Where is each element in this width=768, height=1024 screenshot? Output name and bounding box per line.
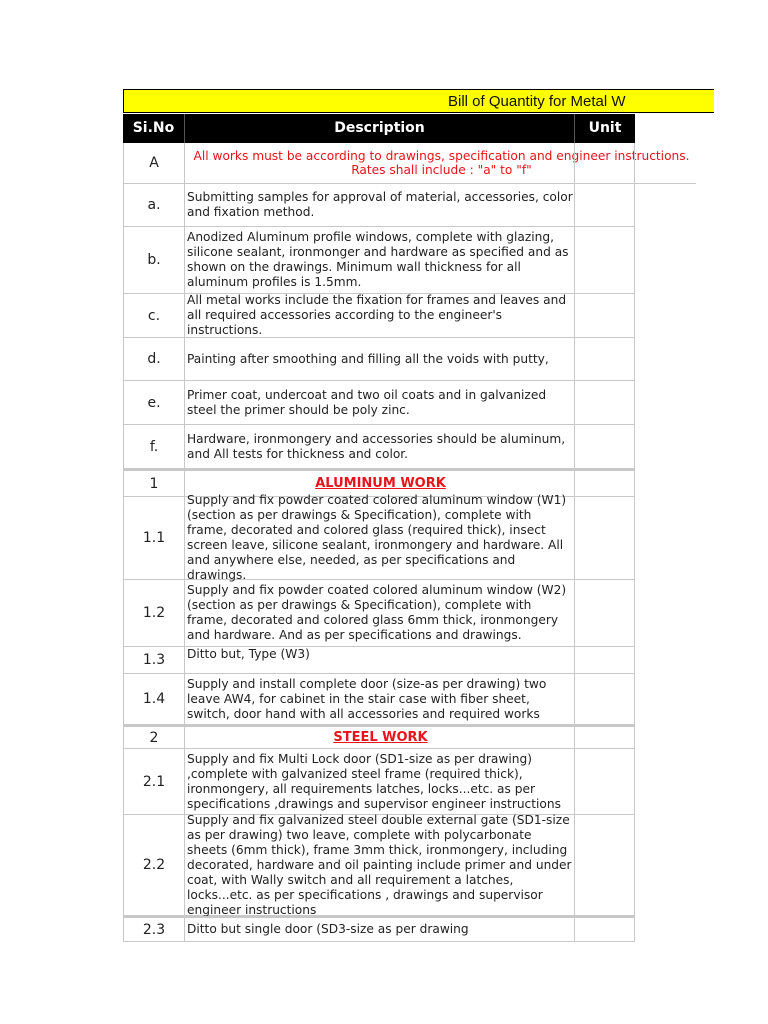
table-row xyxy=(123,647,635,674)
row-number: A xyxy=(123,143,184,184)
table-row xyxy=(123,580,635,647)
row-number: b. xyxy=(123,227,184,294)
row-number: 2.1 xyxy=(123,749,184,815)
row-number: 2.3 xyxy=(123,918,184,942)
row-unit xyxy=(574,647,635,674)
row-description: Ditto but, Type (W3) xyxy=(184,647,574,674)
row-unit xyxy=(574,580,635,647)
table-row xyxy=(123,493,635,582)
table-row xyxy=(123,143,690,184)
table-row xyxy=(123,425,635,469)
row-unit xyxy=(574,471,635,497)
row-number: 1 xyxy=(123,471,184,497)
row-description: Supply and fix powder coated colored aluminum window (W2) (section as per drawings & Specification), complete with frame, decorated and colored glass 6mm thick, ironmongery and hardware. And as per specifications and drawings. xyxy=(184,580,574,647)
row-unit xyxy=(574,184,635,227)
row-unit xyxy=(574,338,635,381)
row-unit xyxy=(574,918,635,942)
section-heading: ALUMINUM WORK xyxy=(184,471,574,497)
row-description: Anodized Aluminum profile windows, complete with glazing, silicone sealant, ironmonger and hardware as specified and as shown on the drawings. Minimum wall thickness for all aluminum profiles is 1.5mm. xyxy=(184,227,574,294)
row-number: 1.4 xyxy=(123,674,184,725)
row-unit xyxy=(574,227,635,294)
row-number: 1.2 xyxy=(123,580,184,647)
row-number: a. xyxy=(123,184,184,227)
table-row xyxy=(123,184,635,227)
title-banner xyxy=(123,89,714,113)
row-number: 1.3 xyxy=(123,647,184,674)
table-row xyxy=(123,916,635,942)
row-number: f. xyxy=(123,425,184,469)
row-description: Supply and install complete door (size-as per drawing) two leave AW4, for cabinet in the stair case with fiber sheet, switch, door hand with all accessories and required works xyxy=(184,674,574,725)
row-unit xyxy=(574,294,635,338)
row-unit xyxy=(574,727,635,749)
row-description: Supply and fix powder coated colored aluminum window (W1) (section as per drawings & Specification), complete with frame, decorated and colored glass (required thick), insect screen leave, silicone sealant, ironmongery and hardware. All and anywhere else, needed, as per specifications and drawings. xyxy=(184,497,574,580)
row-unit xyxy=(574,497,635,580)
row-unit xyxy=(574,815,635,916)
row-description: Supply and fix galvanized steel double external gate (SD1-size as per drawing) two leave, complete with polycarbonate sheets (6mm thick), frame 3mm thick, ironmongery, including decorated, hardware and oil painting include primer and under coat, with Wally switch and all requirement a latches, locks...etc. as per specifications , drawings and supervisor engineer instructions xyxy=(184,815,574,916)
row-number: 1.1 xyxy=(123,497,184,580)
row-description: Primer coat, undercoat and two oil coats and in galvanized steel the primer should be poly zinc. xyxy=(184,381,574,425)
table-row xyxy=(123,294,635,338)
section-row xyxy=(123,725,635,749)
row-unit xyxy=(574,674,635,725)
row-number: 2 xyxy=(123,727,184,749)
row-unit xyxy=(574,749,635,815)
row-description: All metal works include the fixation for frames and leaves and all required accessories according to the engineer's instructions. xyxy=(184,294,574,338)
header-sino: Si.No xyxy=(123,114,184,143)
row-description: Painting after smoothing and filling all the voids with putty, xyxy=(184,338,574,381)
table-row xyxy=(123,381,635,425)
table-row xyxy=(123,338,635,381)
header-description: Description xyxy=(184,114,574,143)
row-number: d. xyxy=(123,338,184,381)
table-row xyxy=(123,749,635,815)
sheet-title: Bill of Quantity for Metal W xyxy=(448,93,626,110)
row-unit xyxy=(574,381,635,425)
row-number: c. xyxy=(123,294,184,338)
row-unit xyxy=(574,143,635,184)
row-description: Hardware, ironmongery and accessories should be aluminum, and All tests for thickness and color. xyxy=(184,425,574,469)
row-description: Ditto but single door (SD3-size as per drawing xyxy=(184,918,574,942)
section-heading: STEEL WORK xyxy=(184,727,574,749)
row-description: All works must be according to drawings, specification and engineer instructions. Rates shall include : "a" to "f" xyxy=(184,143,696,184)
row-unit xyxy=(574,425,635,469)
row-number: e. xyxy=(123,381,184,425)
row-number: 2.2 xyxy=(123,815,184,916)
header-unit: Unit xyxy=(574,114,635,143)
row-description: Submitting samples for approval of material, accessories, color and fixation method. xyxy=(184,184,574,227)
row-description: Supply and fix Multi Lock door (SD1-size as per drawing) ,complete with galvanized steel frame (required thick), ironmongery, all requirements latches, locks...etc. as per specifications ,drawings and supervisor engineer instructions xyxy=(184,749,574,815)
table-row xyxy=(123,674,635,725)
table-row xyxy=(123,812,635,917)
table-row xyxy=(123,227,635,294)
